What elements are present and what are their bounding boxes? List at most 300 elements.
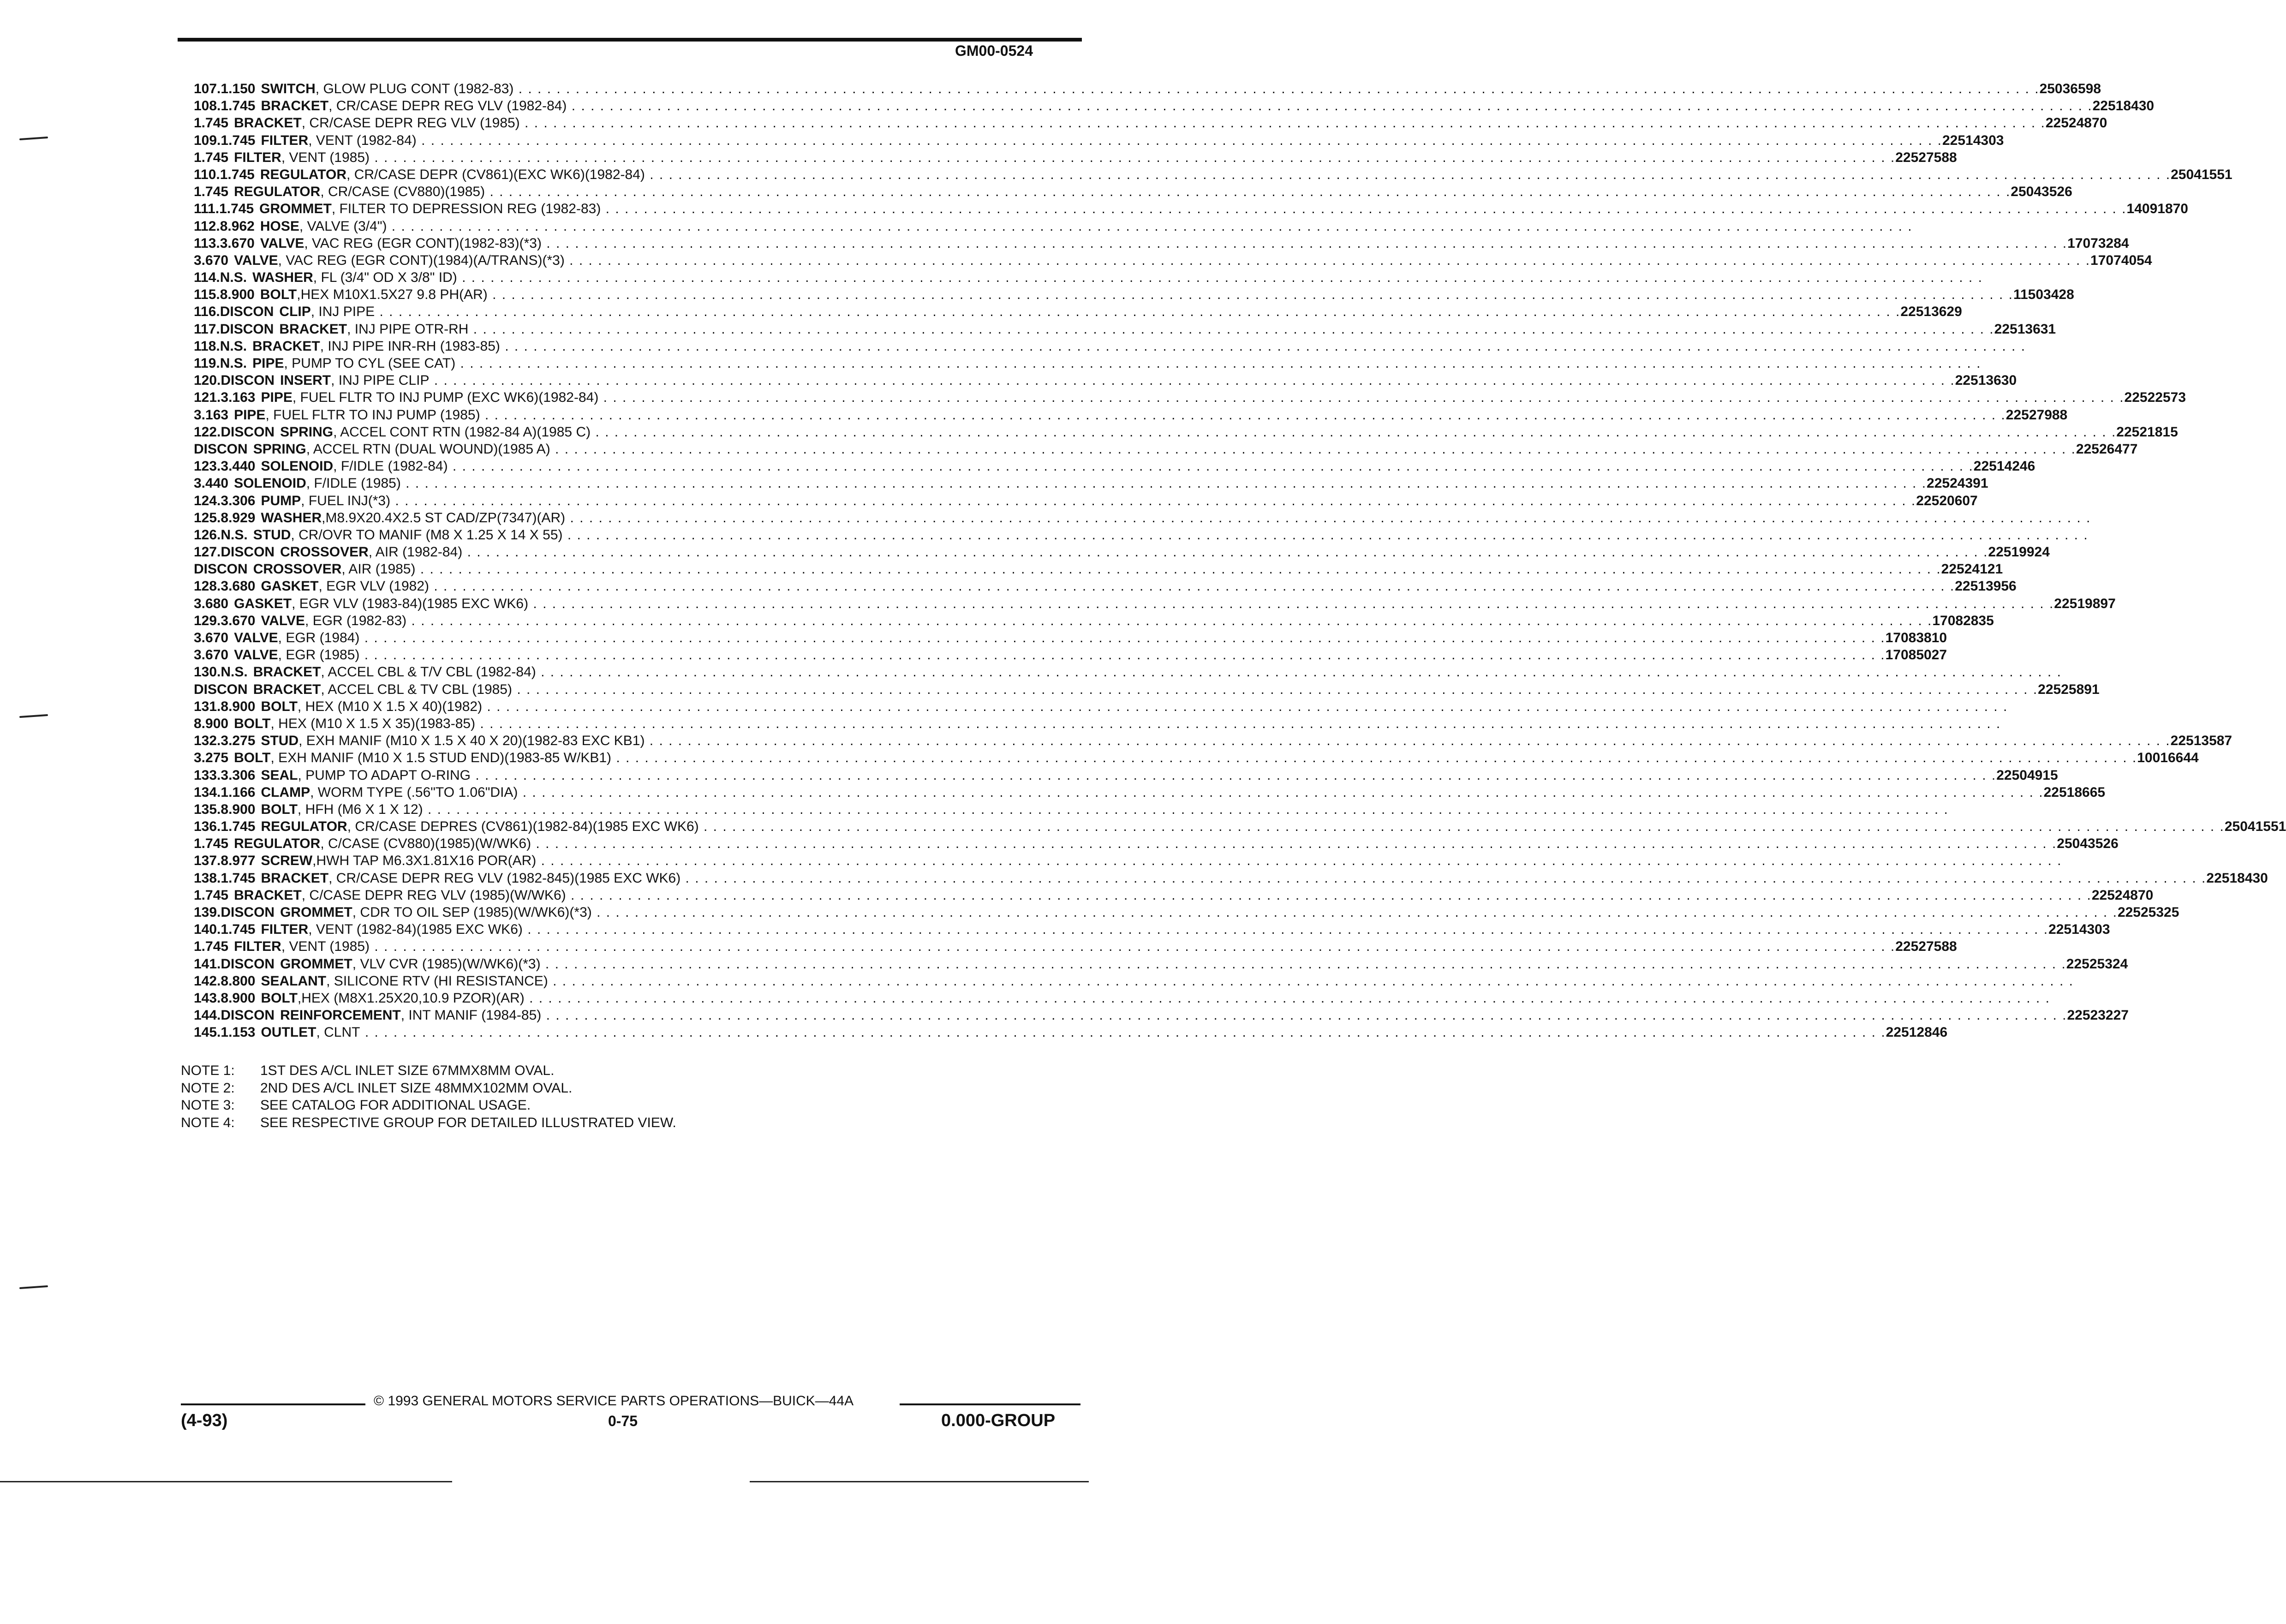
group-number: 3.680: [194, 596, 229, 611]
part-description: [261, 990, 2050, 1007]
leader-dots: . . . . . . . . . . . . . . . . . . . . . . . . . . . . . . . . . . . . . . . . . . . . . . . . . . . . . . . . . . . . . . . . . . . . . . . . . . . . . . . . . . . . . . . . . . . . . . . . . . . . . . . . . . . . . . . . . . . . . . . . . . . . . . . . . . . . . . . . . . . . . . . . . . . . . . . . . . . . . . . .: [471, 767, 1997, 783]
part-number: 10016644: [2137, 750, 2199, 766]
table-row: [194, 784, 2106, 801]
table-row: [194, 526, 2089, 543]
part-name: VALVE: [261, 613, 305, 628]
part-name: REGULATOR: [234, 184, 321, 200]
part-number: 17082835: [1932, 613, 1994, 628]
part-detail: , PUMP TO CYL (SEE CAT): [284, 356, 456, 371]
part-description: [234, 406, 2006, 424]
group-number: N.S.: [221, 664, 248, 680]
group-number: 1.745: [221, 922, 256, 937]
part-detail: , EGR (1984): [278, 630, 360, 645]
table-row: [194, 732, 2232, 749]
group-number: 3.163: [221, 390, 256, 406]
leader-dots: . . . . . . . . . . . . . . . . . . . . . . . . . . . . . . . . . . . . . . . . . . . . . . . . . . . . . . . . . . . . . . . . . . . . . . . . . . . . . . . . . . . . . . . . . . . . . . . . . . . . . . . . . . . . . . . . . . . . . . . . . . . . . . . . . . . . . . . . . . . . . . . . . . . . . . . . . . . . . . . .: [524, 990, 2050, 1006]
part-detail: , AIR (1982-84): [368, 544, 463, 560]
part-number: 25036598: [2039, 81, 2101, 96]
leader-dots: . . . . . . . . . . . . . . . . . . . . . . . . . . . . . . . . . . . . . . . . . . . . . . . . . . . . . . . . . . . . . . . . . . . . . . . . . . . . . . . . . . . . . . . . . . . . . . . . . . . . . . . . . . . . . . . . . . . . . . . . . . . . . . . . . . . . . . . . . . . . . . . . . . . . . . . . . . . . . . . .: [565, 510, 2091, 525]
page-number: 0-75: [608, 1413, 638, 1429]
part-description: [261, 698, 2008, 715]
group-number: 1.745: [194, 939, 229, 955]
leader-dots: . . . . . . . . . . . . . . . . . . . . . . . . . . . . . . . . . . . . . . . . . . . . . . . . . . . . . . . . . . . . . . . . . . . . . . . . . . . . . . . . . . . . . . . . . . . . . . . . . . . . . . . . . . . . . . . . . . . . . . . . . . . . . . . . . . . . . . . . . . . . . . . . . . . . . . . . . . . . . . . .: [645, 733, 2171, 749]
table-row: [194, 835, 2119, 852]
table-row: [194, 235, 2129, 252]
part-detail: , VENT (1985): [281, 939, 370, 955]
note-line: [181, 1114, 676, 1132]
table-row: [194, 97, 2155, 114]
table-row: [194, 80, 2101, 97]
ref-number: 112.: [194, 218, 220, 234]
leader-dots: . . . . . . . . . . . . . . . . . . . . . . . . . . . . . . . . . . . . . . . . . . . . . . . . . . . . . . . . . . . . . . . . . . . . . . . . . . . . . . . . . . . . . . . . . . . . . . . . . . . . . . . . . . . . . . . . . . . . . . . . . . . . . . . . . . . . . . . . . . . . . . . . . . . . . . . . . . . . . . . .: [468, 321, 1994, 337]
part-detail: , CR/CASE DEPR (CV861)(EXC WK6)(1982-84): [346, 167, 645, 182]
part-description: [234, 149, 1895, 166]
part-description: [261, 801, 1948, 818]
part-number: 22518430: [2206, 870, 2268, 886]
part-name: BRACKET: [261, 98, 329, 114]
part-description: [260, 235, 2067, 252]
part-name: CROSSOVER: [280, 544, 369, 560]
group-number: 3.306: [221, 493, 256, 508]
margin-mark: [19, 1285, 48, 1289]
part-description: [279, 321, 1994, 338]
part-number: 22514303: [2048, 922, 2110, 937]
part-description: [234, 629, 1886, 646]
leader-dots: . . . . . . . . . . . . . . . . . . . . . . . . . . . . . . . . . . . . . . . . . . . . . . . . . . . . . . . . . . . . . . . . . . . . . . . . . . . . . . . . . . . . . . . . . . . . . . . . . . . . . . . . . . . . . . . . . . . . . . . . . . . . . . . . . . . . . . . . . . . . . . . . . . . . . . . . . . . . . . . .: [415, 561, 1941, 577]
ref-number: 113.: [194, 235, 220, 251]
part-name: STUD: [253, 527, 291, 543]
part-detail: , PUMP TO ADAPT O-RING: [298, 767, 471, 783]
part-description: [261, 732, 2170, 749]
part-description: [261, 389, 2124, 406]
group-number: DISCON: [221, 544, 275, 560]
part-number: 22518665: [2043, 784, 2106, 800]
part-detail: , CR/CASE DEPR REG VLV (1985): [301, 115, 520, 131]
part-description: [234, 887, 2092, 904]
part-number: 17073284: [2067, 235, 2129, 251]
table-row: [194, 543, 2050, 561]
table-row: [194, 955, 2128, 973]
table-row: [194, 990, 2050, 1007]
part-detail: ,HEX M10X1.5X27 9.8 PH(AR): [297, 287, 488, 303]
part-detail: , HEX (M10 X 1.5 X 35)(1983-85): [270, 716, 476, 731]
part-description: [253, 663, 2062, 681]
leader-dots: . . . . . . . . . . . . . . . . . . . . . . . . . . . . . . . . . . . . . . . . . . . . . . . . . . . . . . . . . . . . . . . . . . . . . . . . . . . . . . . . . . . . . . . . . . . . . . . . . . . . . . . . . . . . . . . . . . . . . . . . . . . . . . . . . . . . . . . . . . . . . . . . . . . . . . . . . . . . . . . .: [541, 1008, 2067, 1023]
group-number: 1.166: [221, 784, 256, 800]
ref-number: 121.: [194, 390, 221, 406]
part-number: 22524870: [2091, 887, 2154, 903]
notes-section: [181, 1062, 676, 1131]
leader-dots: . . . . . . . . . . . . . . . . . . . . . . . . . . . . . . . . . . . . . . . . . . . . . . . . . . . . . . . . . . . . . . . . . . . . . . . . . . . . . . . . . . . . . . . . . . . . . . . . . . . . . . . . . . . . . . . . . . . . . . . . . . . . . . . . . . . . . . . . . . . . . . . . . . . . . . . . . . . . . . . .: [370, 939, 1896, 955]
part-description: [261, 97, 2092, 114]
part-description: [280, 424, 2116, 441]
part-name: VALVE: [234, 630, 278, 645]
table-row: [194, 698, 2008, 715]
part-detail: , INJ PIPE INR-RH (1983-85): [320, 338, 500, 354]
note-text: SEE RESPECTIVE GROUP FOR DETAILED ILLUSTRATED VIEW.: [260, 1115, 676, 1130]
ref-number: 133.: [194, 767, 221, 783]
table-row: [194, 166, 2232, 183]
group-number: 1.745: [220, 167, 255, 182]
date-code: (4-93): [181, 1411, 228, 1430]
leader-dots: . . . . . . . . . . . . . . . . . . . . . . . . . . . . . . . . . . . . . . . . . . . . . . . . . . . . . . . . . . . . . . . . . . . . . . . . . . . . . . . . . . . . . . . . . . . . . . . . . . . . . . . . . . . . . . . . . . . . . . . . . . . . . . . . . . . . . . . . . . . . . . . . . . . . . . . . . . . . . . . .: [480, 407, 2006, 423]
group-number: 8.929: [221, 510, 256, 525]
part-number: 22512846: [1886, 1025, 1948, 1040]
part-description: [259, 200, 2126, 217]
ref-number: 108.: [194, 98, 221, 114]
part-detail: , SILICONE RTV (HI RESISTANCE): [326, 973, 548, 989]
part-name: PIPE: [252, 356, 284, 371]
part-name: BOLT: [260, 287, 297, 303]
part-name: BOLT: [234, 750, 271, 766]
part-description: [261, 973, 2074, 990]
group-number: 3.440: [221, 459, 256, 474]
group-number: DISCON: [194, 441, 248, 457]
group-number: 1.745: [194, 836, 229, 852]
group-number: 1.745: [194, 149, 229, 165]
note-label: NOTE 2:: [181, 1080, 235, 1096]
part-detail: , F/IDLE (1982-84): [333, 459, 448, 474]
leader-dots: . . . . . . . . . . . . . . . . . . . . . . . . . . . . . . . . . . . . . . . . . . . . . . . . . . . . . . . . . . . . . . . . . . . . . . . . . . . . . . . . . . . . . . . . . . . . . . . . . . . . . . . . . . . . . . . . . . . . . . . . . . . . . . . . . . . . . . . . . . . . . . . . . . . . . . . . . . . . . . . .: [598, 390, 2125, 406]
ref-number: 139.: [194, 905, 221, 920]
part-name: REGULATOR: [260, 167, 347, 182]
part-name: FILTER: [261, 132, 309, 148]
leader-dots: . . . . . . . . . . . . . . . . . . . . . . . . . . . . . . . . . . . . . . . . . . . . . . . . . . . . . . . . . . . . . . . . . . . . . . . . . . . . . . . . . . . . . . . . . . . . . . . . . . . . . . . . . . . . . . . . . . . . . . . . . . . . . . . . . . . . . . . . . . . . . . . . . . . . . . . . . . . . . . . .: [512, 681, 2038, 697]
part-number: 22513631: [1994, 321, 2056, 337]
part-description: [261, 870, 2206, 887]
part-number: 17083810: [1885, 630, 1947, 645]
group-number: 3.440: [194, 476, 229, 491]
part-detail: , C/CASE DEPR REG VLV (1985)(W/WK6): [301, 887, 566, 903]
part-description: [261, 612, 1932, 629]
part-detail: , VAC REG (EGR CONT)(1984)(A/TRANS)(*3): [278, 252, 565, 268]
leader-dots: . . . . . . . . . . . . . . . . . . . . . . . . . . . . . . . . . . . . . . . . . . . . . . . . . . . . . . . . . . . . . . . . . . . . . . . . . . . . . . . . . . . . . . . . . . . . . . . . . . . . . . . . . . . . . . . . . . . . . . . . . . . . . . . . . . . . . . . . . . . . . . . . . . . . . . . . . . . . . . . .: [550, 441, 2076, 457]
leader-dots: . . . . . . . . . . . . . . . . . . . . . . . . . . . . . . . . . . . . . . . . . . . . . . . . . . . . . . . . . . . . . . . . . . . . . . . . . . . . . . . . . . . . . . . . . . . . . . . . . . . . . . . . . . . . . . . . . . . . . . . . . . . . . . . . . . . . . . . . . . . . . . . . . . . . . . . . . . . . . . . .: [370, 149, 1896, 165]
leader-dots: . . . . . . . . . . . . . . . . . . . . . . . . . . . . . . . . . . . . . . . . . . . . . . . . . . . . . . . . . . . . . . . . . . . . . . . . . . . . . . . . . . . . . . . . . . . . . . . . . . . . . . . . . . . . . . . . . . . . . . . . . . . . . . . . . . . . . . . . . . . . . . . . . . . . . . . . . . . . . . . .: [457, 270, 1983, 286]
part-number: 22527588: [1895, 939, 1957, 955]
part-name: BOLT: [234, 716, 271, 731]
group-number: 8.962: [220, 218, 255, 234]
part-name: BOLT: [261, 801, 298, 817]
part-name: GROMMET: [280, 956, 352, 972]
part-number: 17085027: [1885, 647, 1947, 663]
part-description: [261, 80, 2039, 97]
table-row: [194, 252, 2152, 269]
part-detail: , CR/CASE DEPR REG VLV (1982-84): [328, 98, 567, 114]
table-row: [194, 646, 1947, 663]
leader-dots: . . . . . . . . . . . . . . . . . . . . . . . . . . . . . . . . . . . . . . . . . . . . . . . . . . . . . . . . . . . . . . . . . . . . . . . . . . . . . . . . . . . . . . . . . . . . . . . . . . . . . . . . . . . . . . . . . . . . . . . . . . . . . . . . . . . . . . . . . . . . . . . . . . . . . . . . . . . . . . . .: [387, 218, 1913, 234]
ref-number: 110.: [194, 167, 220, 182]
group-number: DISCON: [194, 561, 248, 577]
part-name: PIPE: [234, 407, 266, 423]
table-row: [194, 973, 2074, 990]
document-code: GM00-0524: [955, 42, 1033, 59]
table-row: [194, 887, 2154, 904]
group-number: 3.670: [221, 613, 256, 628]
leader-dots: . . . . . . . . . . . . . . . . . . . . . . . . . . . . . . . . . . . . . . . . . . . . . . . . . . . . . . . . . . . . . . . . . . . . . . . . . . . . . . . . . . . . . . . . . . . . . . . . . . . . . . . . . . . . . . . . . . . . . . . . . . . . . . . . . . . . . . . . . . . . . . . . . . . . . . . . . . . . . . . .: [536, 664, 2062, 680]
part-name: BRACKET: [234, 887, 302, 903]
part-name: SOLENOID: [234, 476, 306, 491]
part-description: [253, 441, 2076, 458]
part-detail: ,HWH TAP M6.3X1.81X16 POR(AR): [312, 853, 537, 869]
group-number: DISCON: [221, 424, 275, 440]
part-number: 25041551: [2224, 819, 2286, 835]
group-number: DISCON: [194, 681, 248, 697]
group-number: 8.900: [194, 716, 229, 731]
copyright-line: © 1993 GENERAL MOTORS SERVICE PARTS OPERATIONS—BUICK—44A: [374, 1393, 854, 1409]
leader-dots: . . . . . . . . . . . . . . . . . . . . . . . . . . . . . . . . . . . . . . . . . . . . . . . . . . . . . . . . . . . . . . . . . . . . . . . . . . . . . . . . . . . . . . . . . . . . . . . . . . . . . . . . . . . . . . . . . . . . . . . . . . . . . . . . . . . . . . . . . . . . . . . . . . . . . . . . . . . . . . . .: [518, 784, 2044, 800]
group-number: 8.900: [220, 287, 255, 303]
part-name: PUMP: [261, 493, 301, 508]
leader-dots: . . . . . . . . . . . . . . . . . . . . . . . . . . . . . . . . . . . . . . . . . . . . . . . . . . . . . . . . . . . . . . . . . . . . . . . . . . . . . . . . . . . . . . . . . . . . . . . . . . . . . . . . . . . . . . . . . . . . . . . . . . . . . . . . . . . . . . . . . . . . . . . . . . . . . . . . . . . . . . . .: [500, 338, 2026, 354]
leader-dots: . . . . . . . . . . . . . . . . . . . . . . . . . . . . . . . . . . . . . . . . . . . . . . . . . . . . . . . . . . . . . . . . . . . . . . . . . . . . . . . . . . . . . . . . . . . . . . . . . . . . . . . . . . . . . . . . . . . . . . . . . . . . . . . . . . . . . . . . . . . . . . . . . . . . . . . . . . . . . . . .: [360, 1025, 1886, 1040]
ref-number: 135.: [194, 801, 221, 817]
bottom-scan-line: [0, 1481, 452, 1482]
table-row: [194, 200, 2188, 217]
part-number: 22513630: [1955, 373, 2017, 388]
ref-number: 111.: [194, 201, 220, 217]
part-detail: , HFH (M6 X 1 X 12): [297, 801, 423, 817]
part-detail: , HEX (M10 X 1.5 X 40)(1982): [297, 699, 483, 714]
table-row: [194, 269, 1983, 286]
part-number: 22514303: [1942, 132, 2004, 148]
part-number: 25043526: [2011, 184, 2072, 200]
part-name: WASHER: [261, 510, 322, 525]
group-number: N.S.: [221, 527, 248, 543]
part-name: CLAMP: [261, 784, 310, 800]
ref-number: 138.: [194, 870, 221, 886]
leader-dots: . . . . . . . . . . . . . . . . . . . . . . . . . . . . . . . . . . . . . . . . . . . . . . . . . . . . . . . . . . . . . . . . . . . . . . . . . . . . . . . . . . . . . . . . . . . . . . . . . . . . . . . . . . . . . . . . . . . . . . . . . . . . . . . . . . . . . . . . . . . . . . . . . . . . . . . . . . . . . . . .: [540, 956, 2066, 972]
bottom-scan-line: [750, 1481, 1089, 1482]
part-description: [260, 218, 1913, 235]
leader-dots: . . . . . . . . . . . . . . . . . . . . . . . . . . . . . . . . . . . . . . . . . . . . . . . . . . . . . . . . . . . . . . . . . . . . . . . . . . . . . . . . . . . . . . . . . . . . . . . . . . . . . . . . . . . . . . . . . . . . . . . . . . . . . . . . . . . . . . . . . . . . . . . . . . . . . . . . . . . . . . . .: [375, 304, 1901, 320]
group-number: 1.745: [194, 887, 229, 903]
part-detail: , INT MANIF (1984-85): [400, 1008, 542, 1023]
ref-number: 115.: [194, 287, 220, 303]
part-name: GROMMET: [280, 905, 352, 920]
group-number: N.S.: [220, 338, 247, 354]
ref-number: 136.: [194, 819, 221, 835]
leader-dots: . . . . . . . . . . . . . . . . . . . . . . . . . . . . . . . . . . . . . . . . . . . . . . . . . . . . . . . . . . . . . . . . . . . . . . . . . . . . . . . . . . . . . . . . . . . . . . . . . . . . . . . . . . . . . . . . . . . . . . . . . . . . . . . . . . . . . . . . . . . . . . . . . . . . . . . . . . . . . . . .: [482, 699, 2008, 714]
part-description: [234, 595, 2054, 612]
part-description: [261, 818, 2224, 835]
part-name: PIPE: [261, 390, 292, 406]
part-number: 11503428: [2013, 287, 2074, 303]
group-number: 8.900: [221, 801, 256, 817]
part-number: 22519897: [2054, 596, 2116, 611]
part-detail: , FUEL FLTR TO INJ PUMP (1985): [265, 407, 480, 423]
ref-number: 126.: [194, 527, 221, 543]
part-description: [234, 749, 2137, 766]
leader-dots: . . . . . . . . . . . . . . . . . . . . . . . . . . . . . . . . . . . . . . . . . . . . . . . . . . . . . . . . . . . . . . . . . . . . . . . . . . . . . . . . . . . . . . . . . . . . . . . . . . . . . . . . . . . . . . . . . . . . . . . . . . . . . . . . . . . . . . . . . . . . . . . . . . . . . . . . . . . . . . . .: [541, 235, 2068, 251]
part-detail: ,M8.9X20.4X2.5 ST CAD/ZP(7347)(AR): [322, 510, 566, 525]
part-description: [234, 938, 1895, 955]
part-name: HOSE: [260, 218, 299, 234]
part-name: REGULATOR: [261, 819, 347, 835]
leader-dots: . . . . . . . . . . . . . . . . . . . . . . . . . . . . . . . . . . . . . . . . . . . . . . . . . . . . . . . . . . . . . . . . . . . . . . . . . . . . . . . . . . . . . . . . . . . . . . . . . . . . . . . . . . . . . . . . . . . . . . . . . . . . . . . . . . . . . . . . . . . . . . . . . . . . . . . . . . . . . . . .: [475, 716, 2001, 731]
ref-number: 134.: [194, 784, 221, 800]
table-row: [194, 424, 2178, 441]
leader-dots: . . . . . . . . . . . . . . . . . . . . . . . . . . . . . . . . . . . . . . . . . . . . . . . . . . . . . . . . . . . . . . . . . . . . . . . . . . . . . . . . . . . . . . . . . . . . . . . . . . . . . . . . . . . . . . . . . . . . . . . . . . . . . . . . . . . . . . . . . . . . . . . . . . . . . . . . . . . . . . . .: [423, 801, 1949, 817]
ref-number: 130.: [194, 664, 221, 680]
table-row: [194, 509, 2091, 526]
part-name: BRACKET: [234, 115, 302, 131]
part-description: [253, 561, 1941, 578]
part-name: STUD: [261, 733, 299, 749]
part-detail: , ACCEL CONT RTN (1982-84 A)(1985 C): [333, 424, 591, 440]
part-number: 25043526: [2057, 836, 2119, 852]
part-number: 22514246: [1973, 459, 2035, 474]
part-detail: , VLV CVR (1985)(W/WK6)(*3): [352, 956, 541, 972]
ref-number: 118.: [194, 338, 220, 354]
part-name: BRACKET: [253, 664, 321, 680]
ref-number: 142.: [194, 973, 221, 989]
part-description: [253, 526, 2089, 543]
part-name: CROSSOVER: [253, 561, 342, 577]
ref-number: 114.: [194, 270, 220, 286]
part-name: OUTLET: [261, 1025, 316, 1040]
table-row: [194, 904, 2179, 921]
note-text: SEE CATALOG FOR ADDITIONAL USAGE.: [260, 1098, 531, 1113]
part-name: VALVE: [234, 647, 278, 663]
part-detail: , VENT (1985): [281, 149, 370, 165]
table-row: [194, 132, 2004, 149]
part-number: 22523227: [2067, 1008, 2129, 1023]
group-number: 8.900: [221, 699, 256, 714]
ref-number: 107.: [194, 81, 221, 96]
part-description: [253, 681, 2038, 698]
part-detail: , FUEL INJ(*3): [301, 493, 391, 508]
ref-number: 132.: [194, 733, 221, 749]
leader-dots: . . . . . . . . . . . . . . . . . . . . . . . . . . . . . . . . . . . . . . . . . . . . . . . . . . . . . . . . . . . . . . . . . . . . . . . . . . . . . . . . . . . . . . . . . . . . . . . . . . . . . . . . . . . . . . . . . . . . . . . . . . . . . . . . . . . . . . . . . . . . . . . . . . . . . . . . . . . . . . . .: [406, 613, 1933, 628]
table-row: [194, 921, 2110, 938]
part-description: [279, 303, 1900, 320]
part-detail: , F/IDLE (1985): [306, 476, 401, 491]
part-number: 22525325: [2117, 905, 2179, 920]
leader-dots: . . . . . . . . . . . . . . . . . . . . . . . . . . . . . . . . . . . . . . . . . . . . . . . . . . . . . . . . . . . . . . . . . . . . . . . . . . . . . . . . . . . . . . . . . . . . . . . . . . . . . . . . . . . . . . . . . . . . . . . . . . . . . . . . . . . . . . . . . . . . . . . . . . . . . . . . . . . . . . . .: [536, 853, 2062, 869]
part-description: [252, 269, 1983, 286]
part-description: [261, 509, 2091, 526]
leader-dots: . . . . . . . . . . . . . . . . . . . . . . . . . . . . . . . . . . . . . . . . . . . . . . . . . . . . . . . . . . . . . . . . . . . . . . . . . . . . . . . . . . . . . . . . . . . . . . . . . . . . . . . . . . . . . . . . . . . . . . . . . . . . . . . . . . . . . . . . . . . . . . . . . . . . . . . . . . . . . . . .: [548, 973, 2074, 989]
leader-dots: . . . . . . . . . . . . . . . . . . . . . . . . . . . . . . . . . . . . . . . . . . . . . . . . . . . . . . . . . . . . . . . . . . . . . . . . . . . . . . . . . . . . . . . . . . . . . . . . . . . . . . . . . . . . . . . . . . . . . . . . . . . . . . . . . . . . . . . . . . . . . . . . . . . . . . . . . . . . . . . .: [462, 544, 1988, 560]
part-description: [260, 166, 2171, 183]
part-name: FILTER: [234, 939, 281, 955]
table-row: [194, 561, 2003, 578]
ref-number: 131.: [194, 699, 221, 714]
table-row: [194, 749, 2199, 766]
part-number: 14091870: [2126, 201, 2188, 217]
group-number: DISCON: [221, 905, 275, 920]
part-description: [252, 338, 2026, 355]
group-number: 1.150: [221, 81, 256, 96]
table-row: [194, 870, 2268, 887]
note-text: 2ND DES A/CL INLET SIZE 48MMX102MM OVAL.: [260, 1080, 573, 1096]
part-detail: , EGR (1985): [278, 647, 360, 663]
part-description: [261, 784, 2043, 801]
part-name: SEAL: [261, 767, 298, 783]
note-line: [181, 1080, 676, 1097]
part-name: GROMMET: [259, 201, 332, 217]
table-row: [194, 801, 1949, 818]
part-name: BRACKET: [252, 338, 320, 354]
table-row: [194, 938, 1957, 955]
table-row: [194, 767, 2058, 784]
part-name: FILTER: [234, 149, 281, 165]
ref-number: 143.: [194, 990, 221, 1006]
note-line: [181, 1097, 676, 1114]
part-description: [260, 286, 2013, 303]
leader-dots: . . . . . . . . . . . . . . . . . . . . . . . . . . . . . . . . . . . . . . . . . . . . . . . . . . . . . . . . . . . . . . . . . . . . . . . . . . . . . . . . . . . . . . . . . . . . . . . . . . . . . . . . . . . . . . . . . . . . . . . . . . . . . . . . . . . . . . . . . . . . . . . . . . . . . . . . . . . . . . . .: [680, 870, 2207, 886]
part-name: SPRING: [280, 424, 334, 440]
note-label: NOTE 1:: [181, 1063, 235, 1078]
part-number: 22518430: [2092, 98, 2155, 114]
ref-number: 145.: [194, 1025, 221, 1040]
part-number: 22527988: [2005, 407, 2068, 423]
part-description: [234, 183, 2011, 200]
group-number: 1.745: [221, 870, 256, 886]
part-description: [234, 646, 1886, 663]
part-detail: ,HEX (M8X1.25X20,10.9 PZOR)(AR): [297, 990, 525, 1006]
table-row: [194, 715, 2001, 732]
note-label: NOTE 3:: [181, 1098, 235, 1113]
table-row: [194, 218, 1913, 235]
part-detail: , FILTER TO DEPRESSION REG (1982-83): [331, 201, 601, 217]
part-detail: , ACCEL CBL & TV CBL (1985): [321, 681, 512, 697]
part-number: 22524391: [1927, 476, 1988, 491]
leader-dots: . . . . . . . . . . . . . . . . . . . . . . . . . . . . . . . . . . . . . . . . . . . . . . . . . . . . . . . . . . . . . . . . . . . . . . . . . . . . . . . . . . . . . . . . . . . . . . . . . . . . . . . . . . . . . . . . . . . . . . . . . . . . . . . . . . . . . . . . . . . . . . . . . . . . . . . . . . . . . . . .: [455, 356, 1982, 371]
part-description: [280, 543, 1988, 561]
table-row: [194, 595, 2116, 612]
part-description: [234, 252, 2090, 269]
part-description: [280, 1007, 2067, 1024]
part-detail: , AIR (1985): [341, 561, 416, 577]
part-name: GASKET: [234, 596, 292, 611]
group-number: 3.670: [194, 252, 229, 268]
part-number: 22522573: [2124, 390, 2186, 406]
ref-number: 127.: [194, 544, 221, 560]
part-name: WASHER: [252, 270, 313, 286]
part-description: [234, 475, 1927, 492]
group-number: 1.745: [221, 819, 256, 835]
table-row: [194, 612, 1994, 629]
group-number: DISCON: [221, 1008, 275, 1023]
note-line: [181, 1062, 676, 1080]
part-name: GASKET: [261, 579, 319, 594]
part-detail: , INJ PIPE: [310, 304, 375, 320]
part-detail: , ACCEL CBL & T/V CBL (1982-84): [321, 664, 536, 680]
part-description: [234, 835, 2057, 852]
ref-number: 129.: [194, 613, 221, 628]
leader-dots: . . . . . . . . . . . . . . . . . . . . . . . . . . . . . . . . . . . . . . . . . . . . . . . . . . . . . . . . . . . . . . . . . . . . . . . . . . . . . . . . . . . . . . . . . . . . . . . . . . . . . . . . . . . . . . . . . . . . . . . . . . . . . . . . . . . . . . . . . . . . . . . . . . . . . . . . . . . . . . . .: [698, 819, 2225, 835]
part-detail: , FL (3/4" OD X 3/8" ID): [313, 270, 457, 286]
part-name: FILTER: [261, 922, 309, 937]
leader-dots: . . . . . . . . . . . . . . . . . . . . . . . . . . . . . . . . . . . . . . . . . . . . . . . . . . . . . . . . . . . . . . . . . . . . . . . . . . . . . . . . . . . . . . . . . . . . . . . . . . . . . . . . . . . . . . . . . . . . . . . . . . . . . . . . . . . . . . . . . . . . . . . . . . . . . . . . . . . . . . . .: [400, 476, 1927, 491]
ref-number: 140.: [194, 922, 221, 937]
part-number: 22520607: [1916, 493, 1978, 508]
part-description: [261, 921, 2048, 938]
leader-dots: . . . . . . . . . . . . . . . . . . . . . . . . . . . . . . . . . . . . . . . . . . . . . . . . . . . . . . . . . . . . . . . . . . . . . . . . . . . . . . . . . . . . . . . . . . . . . . . . . . . . . . . . . . . . . . . . . . . . . . . . . . . . . . . . . . . . . . . . . . . . . . . . . . . . . . . . . . . . . . . .: [429, 373, 1955, 388]
table-row: [194, 149, 1957, 166]
note-text: 1ST DES A/CL INLET SIZE 67MMX8MM OVAL.: [260, 1063, 555, 1078]
group-number: DISCON: [220, 321, 274, 337]
group-number: 1.153: [221, 1025, 256, 1040]
ref-number: 144.: [194, 1008, 221, 1023]
table-row: [194, 286, 2074, 303]
ref-number: 117.: [194, 321, 220, 337]
table-row: [194, 406, 2068, 424]
table-row: [194, 321, 2056, 338]
part-description: [252, 355, 1981, 372]
